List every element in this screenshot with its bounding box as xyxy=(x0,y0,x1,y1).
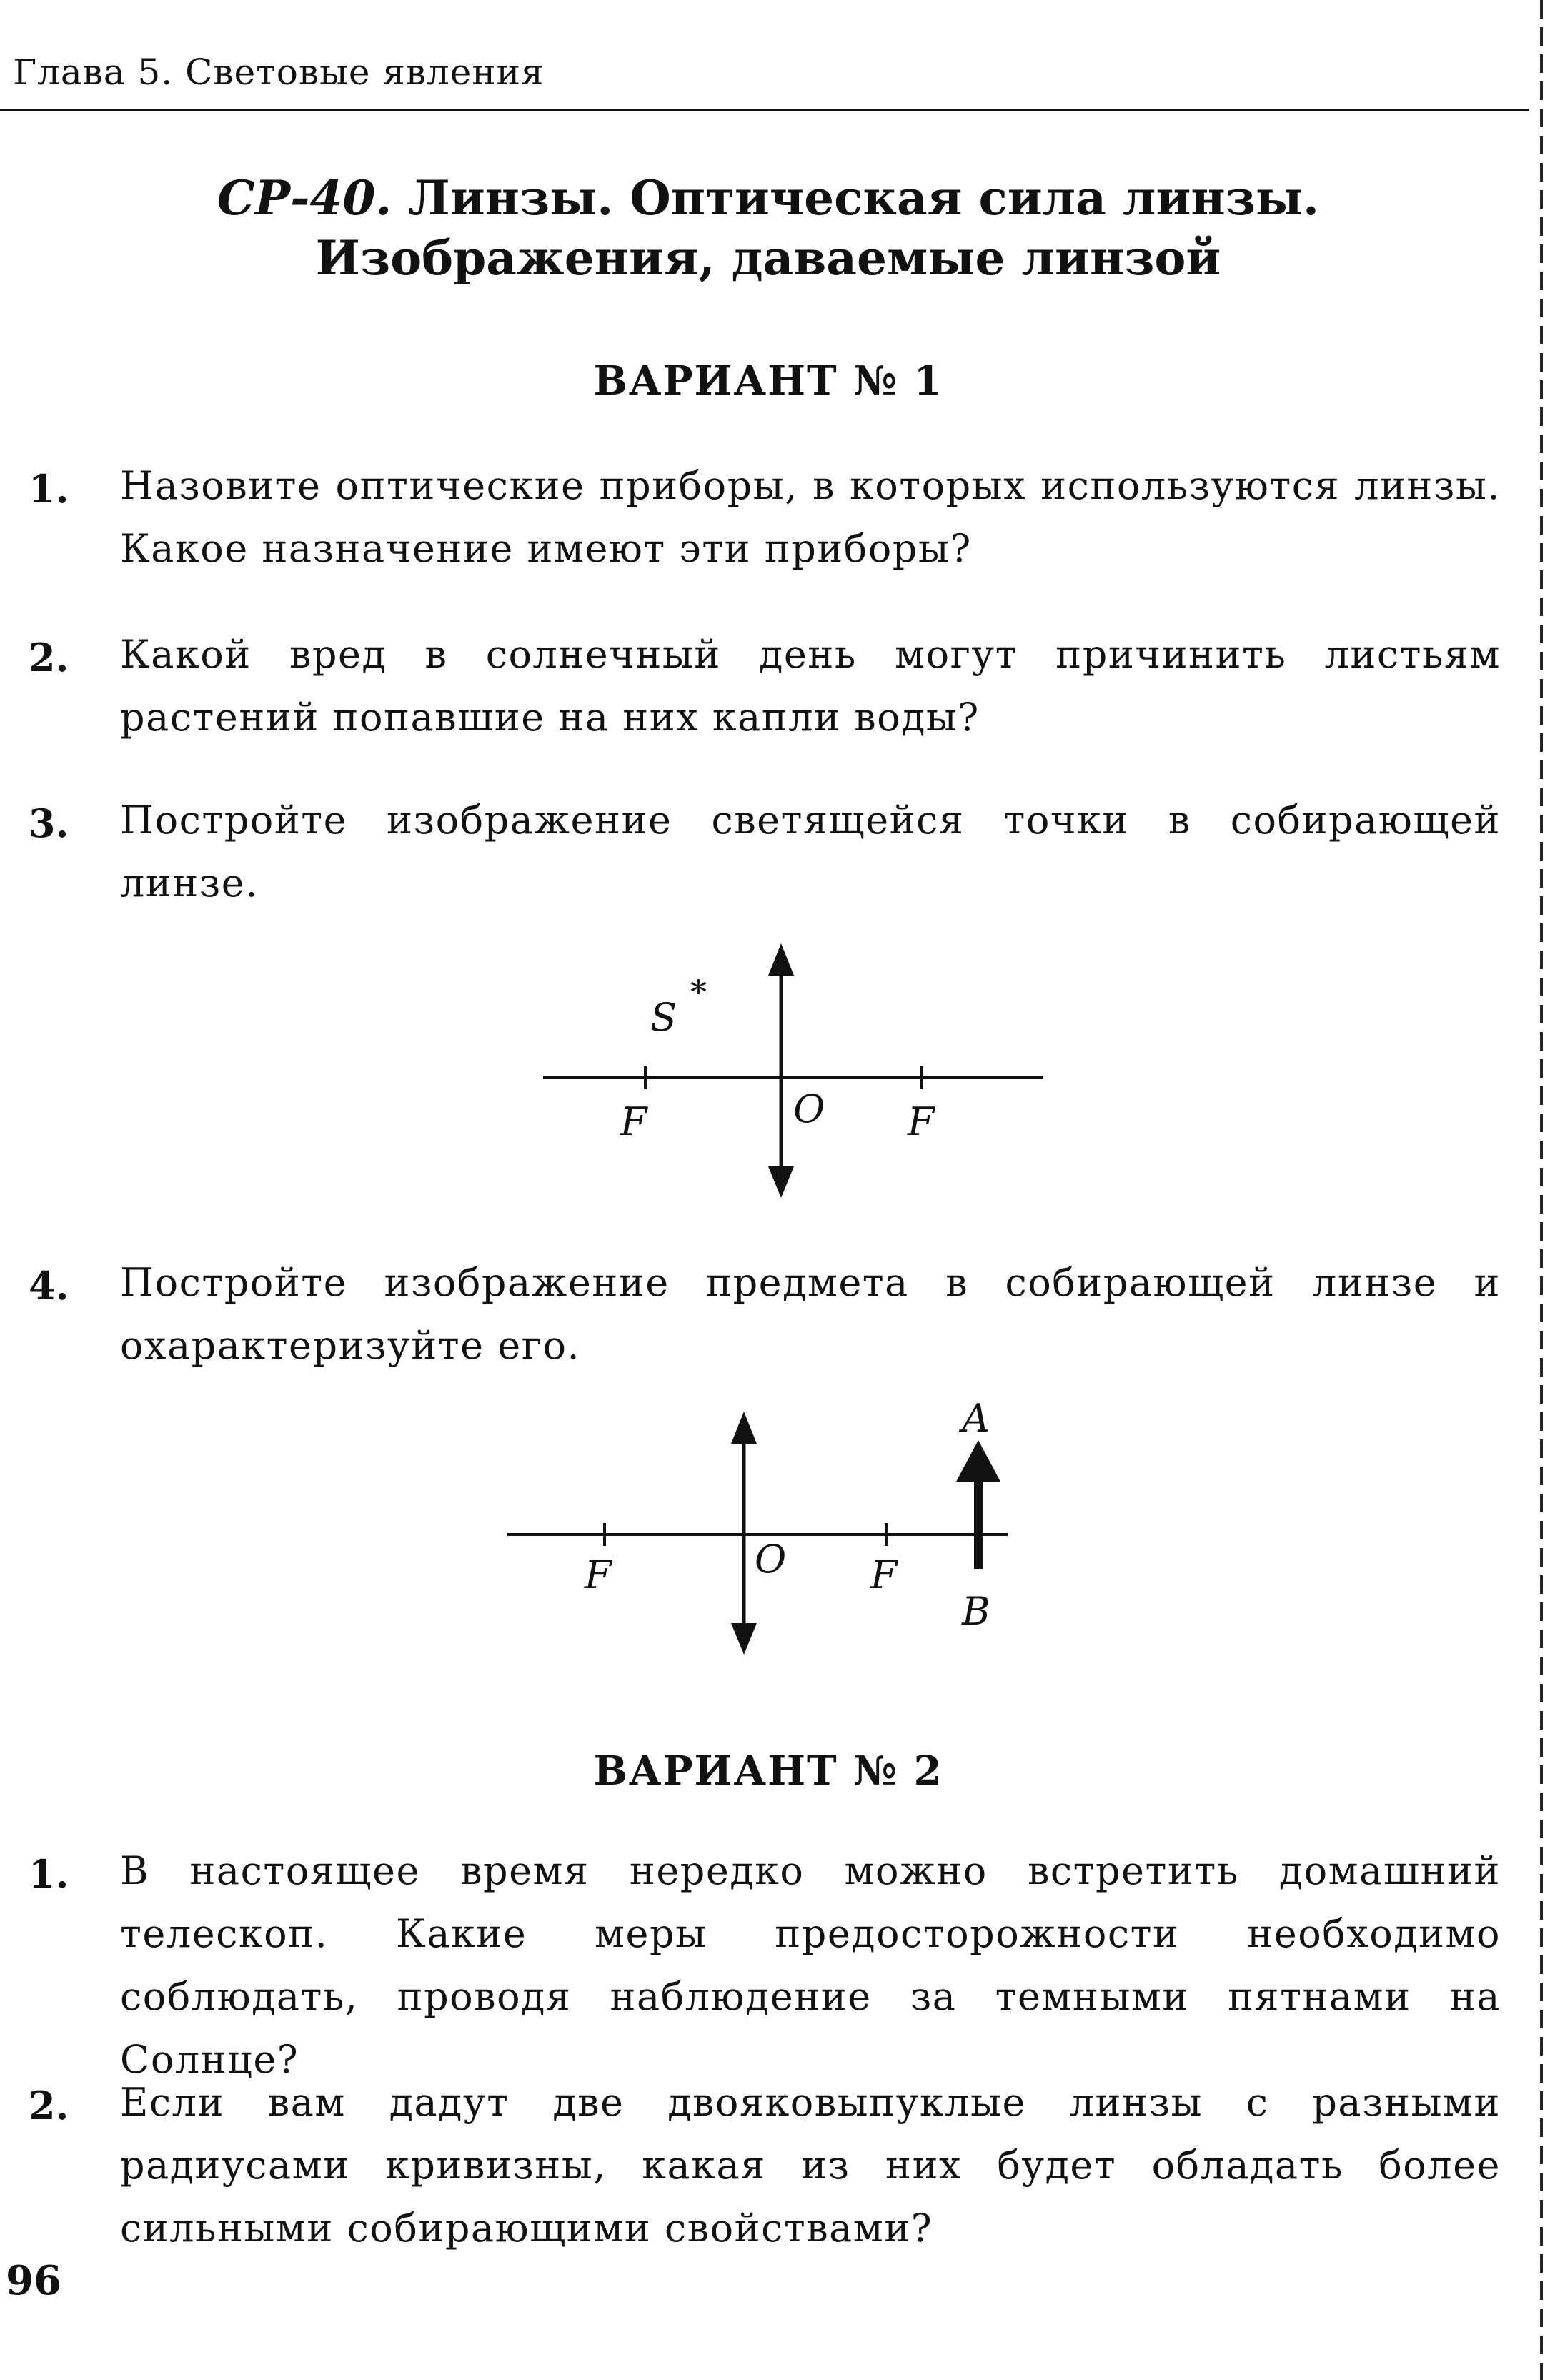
focus-left-label: F xyxy=(585,1552,612,1597)
object-bottom-label: B xyxy=(962,1589,990,1634)
focus-right-label: F xyxy=(870,1552,898,1597)
variant-2-heading: ВАРИАНТ № 2 xyxy=(593,1747,943,1795)
object-arrow-head xyxy=(956,1440,1000,1482)
v1-q3-number: 3. xyxy=(29,800,69,846)
header-rule xyxy=(0,109,1529,111)
lens-arrow-up xyxy=(768,943,794,976)
v1-q1-text: Назовите оптические приборы, в которых используются линзы. Какое назначение имеют эти приборы? xyxy=(120,463,1501,571)
lens-arrow-up xyxy=(731,1412,757,1444)
lens-diagram-point-source xyxy=(529,943,1058,1201)
center-label: O xyxy=(755,1537,787,1582)
variant-1-heading: ВАРИАНТ № 1 xyxy=(593,357,943,405)
page-edge-dashed-line xyxy=(1540,0,1543,2380)
focus-left-label: F xyxy=(620,1099,647,1144)
v2-q1-number: 1. xyxy=(29,1851,69,1897)
focus-right-label: F xyxy=(908,1099,935,1144)
v1-q4-number: 4. xyxy=(29,1263,69,1309)
lens-arrow-down xyxy=(768,1166,794,1198)
center-label: O xyxy=(793,1086,825,1131)
v2-q2-number: 2. xyxy=(29,2083,69,2128)
v2-q1-text: В настоящее время нередко можно встретить домашний телескоп. Какие меры предосторожности необходимо соблюдать, проводя наблюдение за темными пятнами на Солнце? xyxy=(120,1848,1501,2082)
v1-q1-number: 1. xyxy=(29,466,69,512)
v1-q3-text: Постройте изображение светящейся точки в собирающей линзе. xyxy=(120,798,1501,906)
v1-q2-number: 2. xyxy=(29,635,69,680)
v1-q4-text: Постройте изображение предмета в собирающей линзе и охарактеризуйте его. xyxy=(120,1260,1501,1368)
v1-q2-text: Какой вред в солнечный день могут причинить листьям растений попавшие на них капли воды? xyxy=(120,632,1501,740)
work-code: СР-40. xyxy=(217,170,392,226)
point-source-label: S xyxy=(650,995,677,1040)
v2-q2-text: Если вам дадут две двояковыпуклые линзы с разными радиусами кривизны, какая из них будет обладать более сильными собирающими свойствами? xyxy=(120,2080,1501,2251)
page-title-line-1 xyxy=(0,170,1536,226)
title-text-1: Линзы. Оптическая сила линзы. xyxy=(408,170,1319,226)
page-title-line-2: Изображения, даваемые линзой xyxy=(315,230,1221,286)
object-arrow-shaft xyxy=(974,1476,983,1569)
lens-diagram-object xyxy=(500,1396,1015,1658)
point-source-star: * xyxy=(690,973,707,1011)
page-number: 96 xyxy=(6,2257,61,2304)
object-top-label: A xyxy=(962,1396,990,1441)
lens-arrow-down xyxy=(731,1623,757,1655)
running-head: Глава 5. Световые явления xyxy=(13,51,545,93)
